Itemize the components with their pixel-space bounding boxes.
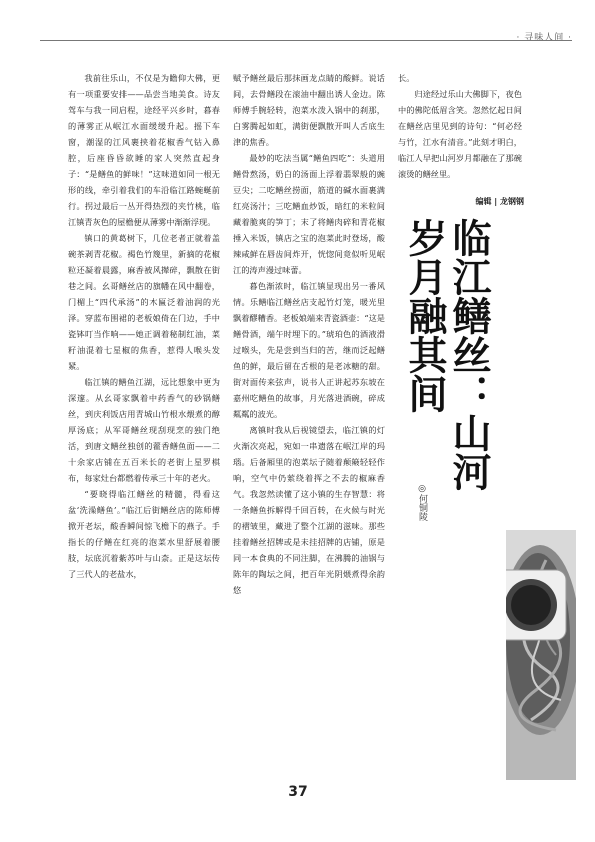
page-number: 37 — [288, 784, 308, 800]
fried-eel-dish-image — [506, 530, 576, 780]
paragraph: 长。 — [398, 73, 415, 83]
paragraph: “要晓得临江鳝丝的精髓，得看这盆‘洗澡鳝鱼’。”临江后街鳝丝店的陈师傅掀开老坛，酸香瞬间惊飞檐下的燕子。手指长的仔鳝在红亮的泡菜水里舒展着腰肢，坛底沉着紫苏叶与山柰。正是这坛传了三代人的老盐水， — [68, 489, 220, 579]
article-column-2 — [233, 70, 385, 598]
paragraph: 最妙的吃法当属“鳝鱼四吃”：头道用鳝骨熬汤，奶白的汤面上浮着翡翠般的豌豆尖；二吃鳝丝捞面，筋道的碱水面裹满红亮汤汁；三吃鳝血炒饭，暗红的米粒间藏着脆爽的笋丁；末了将鳝肉碎和青花椒捶入米饭，镇店之宝的泡菜此时登场，酸辣咸鲜在唇齿间炸开，恍惚间竟似听见岷江的涛声漫过味蕾。 — [233, 153, 385, 275]
paragraph: 暮色渐浓时，临江镇显现出另一番风情。乐鳝临江鳝丝店支起竹灯笼，暖光里飘着醪糟香。老板娘端来青瓷酒壶：“这是鳝骨酒，端午时埋下的。”琥珀色的酒液滑过喉头，先是尝到当归的苦，继而泛起鳝鱼的鲜，最后留在舌根的是老冰糖的甜。街对面传来弦声，说书人正讲起苏东坡在嘉州吃鳝鱼的故事，月光落进酒碗，碎成粼粼的波光。 — [233, 281, 385, 419]
header-rule — [40, 40, 572, 41]
editor-credit: 编辑 | 龙钢钢 — [475, 197, 524, 206]
paragraph: 归途经过乐山大佛脚下，夜色中的佛陀低眉含笑。忽然忆起日间在鳝丝店里见到的诗句：“何必经与竹，江水有清音。”此刻才明白，临江人早把山河岁月都融在了那碗滚烫的鳝丝里。 — [398, 89, 522, 179]
article-title: 临江鳝丝：山河岁月融其间 — [402, 218, 491, 491]
author-byline: ◎何铜陵 — [417, 484, 427, 521]
paragraph: 离镇时我从后视镜望去，临江镇的灯火渐次亮起，宛如一串遗落在岷江岸的玛瑙。后备厢里的泡菜坛子随着颠簸轻轻作响，空气中仍萦绕着挥之不去的椒麻香气。我忽然读懂了这小镇的生存智慧：将一条鳝鱼拆解得千回百转，在火候与时光的褶皱里，藏进了整个江湖的滋味。那些挂着鳝丝招牌或是未挂招牌的店铺，原是同一本食典的不同注脚，在沸腾的油锅与陈年的陶坛之间，把百年光阴煨煮得余韵悠 — [233, 425, 385, 595]
paragraph: 我前往乐山，不仅是为瞻仰大佛，更有一项重要安排——品尝当地美食。诗友驾车与我一同启程，途经平兴乡时，暮春的薄雾正从岷江水面缓缓升起。摇下车窗，潮湿的江风裹挟着花椒香气钻入鼻腔，后座昏昏欲睡的家人突然直起身子：“是鳝鱼的鲜味！”这味道如同一根无形的线，牵引着我们的车沿临江路蜿蜒前行。拐过最后一丛开得热烈的夹竹桃，临江镇青灰色的屋檐便从薄雾中渐渐浮现。 — [68, 73, 220, 227]
article-column-1 — [68, 70, 220, 582]
paragraph: 临江镇的鳝鱼江湖，远比想象中更为深邃。从幺哥家飘着中药香气的砂锅鳝丝，到庆利饭店用青城山竹根水煨煮的醇厚汤底；从军哥鳝丝现刮现烹的独门绝活，到唐文鳝丝独创的藿香鳝鱼面——二十余家店铺在五百米长的老街上星罗棋布，每家灶台都燃着传承三十年的老火。 — [68, 377, 220, 483]
paragraph: 赋予鳝丝最后那抹画龙点睛的酸鲜。说话间，去骨鳝段在滚油中翻出诱人金边。陈师傅手腕轻转，泡菜水泼入锅中的刹那，白雾腾起如虹，满街便飘散开叫人舌底生津的焦香。 — [233, 73, 385, 147]
section-header: · 寻味人间 · — [516, 33, 572, 43]
paragraph: 镇口的黄葛树下，几位老者正就着盖碗茶剥青花椒。褐色竹篾里，新摘的花椒粒还凝着晨露，麻香被风撵碎，飘散在街巷之间。幺哥鳝丝店的旗幡在风中翻卷，门楣上“四代承汤”的木匾泛着油润的光泽。穿蓝布围裙的老板娘倚在门边，手中瓷钵叮当作响——她正调着秘制红油，菜籽油混着七星椒的焦香，惹得人喉头发紧。 — [68, 233, 220, 371]
article-column-3 — [398, 70, 522, 182]
dish-photo-svg — [506, 530, 576, 780]
